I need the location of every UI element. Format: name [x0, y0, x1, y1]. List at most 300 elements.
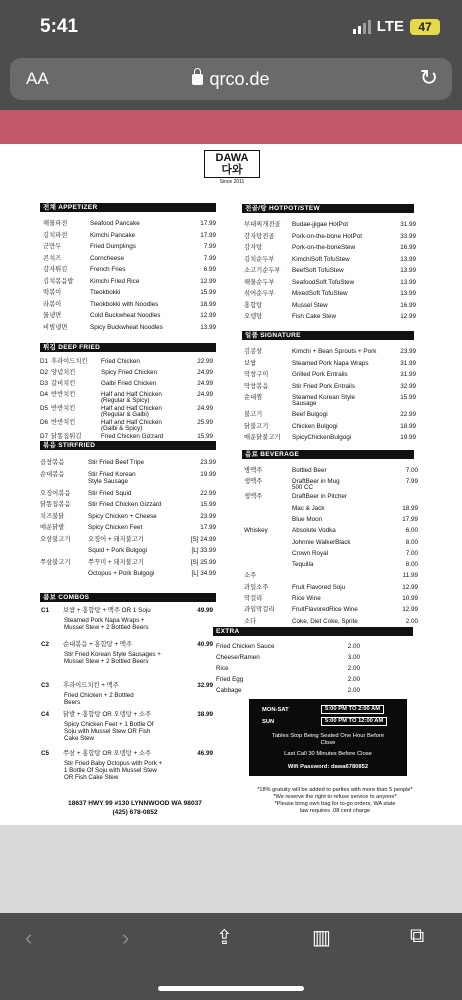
hotpot-item-label-ko: 홍합탕	[244, 301, 263, 309]
deep-fried-en: Half and Half Chicken	[101, 391, 162, 398]
footnote-bag-law: law requires .08 cent charge	[299, 808, 371, 814]
beverage-item-label-en: Johnnie WalkerBlack	[292, 538, 351, 546]
beverage-item-label-ko: 소다	[244, 617, 257, 625]
stirfried-item-label-en: Stir Fried Korean	[88, 470, 136, 478]
hotpot-item-label-en: Fish Cake Stew	[292, 313, 337, 320]
beverage-item	[244, 549, 418, 558]
stirfried-item-label-ko	[40, 546, 88, 555]
combo-item	[41, 749, 213, 758]
beverage-item-label-en: Fruit Flavored Soju	[292, 583, 346, 591]
address-street: 18637 HWY 99 #130 LYNNWOOD WA 98037	[68, 800, 202, 807]
stirfried-item	[40, 500, 216, 509]
appetizer-item-price: 12.99	[200, 312, 216, 319]
beverage-item-label-en: Blue Moon	[292, 515, 323, 523]
appetizer-item-price: 7.99	[203, 243, 216, 250]
signature-item-label-en: Steamed Korean Style	[292, 394, 356, 401]
logo-since: Since 2011	[219, 179, 245, 186]
appetizer-item-label-en: Spicy Buckwheat Noodles	[90, 323, 163, 331]
section-combos: 콤보 COMBOS	[40, 593, 216, 602]
appetizer-item	[43, 219, 216, 228]
beverage-item-label-ko: 병맥주	[244, 467, 263, 474]
combo-head: 보쌈 + 홍합탕 + 맥주 OR 1 Soju	[63, 607, 151, 614]
stirfried-item-price: 23.99	[200, 512, 216, 520]
combo-desc: Steamed Pork Napa Wraps +	[64, 617, 145, 624]
hours-box	[249, 699, 407, 776]
appetizer-item	[43, 300, 216, 309]
menu-page	[0, 144, 462, 825]
beverage-item	[244, 538, 418, 547]
hotpot-item-label-ko: 김치순두부	[244, 255, 275, 263]
stirfried-item-price: [S] 24.99	[190, 535, 216, 543]
footnote-refuse: *We reserve the right to refuse service to anyone*	[273, 794, 397, 800]
hotpot-item-price: 13.99	[400, 255, 416, 263]
signature-item-price: 32.99	[400, 382, 416, 390]
deep-fried-en: Fried Chicken	[101, 358, 140, 365]
beverage-item	[244, 560, 418, 569]
stirfried-item-label-en: Stir Fried Beef Tripe	[88, 459, 144, 466]
forward-icon[interactable]: ›	[122, 925, 130, 950]
logo-korean: 다와	[221, 164, 243, 177]
beverage-item-label-ko	[244, 560, 292, 569]
deep-fried-en: Half and Half Chicken	[101, 405, 162, 412]
status-time: 5:41	[40, 16, 79, 37]
signature-item-label-en: Steamed Pork Napa Wraps	[292, 359, 369, 367]
appetizer-item-price: 7.99	[203, 254, 216, 262]
logo	[204, 150, 260, 185]
extra-item-price: 3.00	[347, 654, 360, 661]
appetizer-item-label-ko: 콘치즈	[43, 254, 62, 262]
combo-head: 후라이드치킨 + 맥주	[63, 682, 119, 689]
beverage-item-label-en: DraftBeer in Mug	[292, 478, 340, 486]
stirfried-item-label-en: Stir Fried Chicken Gizzard	[88, 501, 162, 508]
signature-item	[244, 433, 416, 442]
share-icon[interactable]: ⇪	[216, 927, 233, 949]
hotpot-item-price: 31.99	[400, 221, 416, 228]
hotpot-item-price: 13.99	[400, 267, 416, 274]
beverage-item	[244, 526, 418, 535]
hotpot-item-price: 16.99	[400, 244, 416, 251]
hours-mon-sat-time: 5:00 PM TO 2:00 AM	[321, 705, 384, 714]
beverage-item-label-ko	[244, 549, 292, 558]
address	[40, 800, 230, 817]
signature-item-label-ko: 보쌈	[244, 359, 257, 367]
appetizer-item-price: 13.99	[200, 323, 216, 331]
beverage-sub: 500 CC	[292, 484, 313, 492]
deep-fried-ko: 닭똥집튀김	[51, 433, 82, 440]
stirfried-item-label-ko: 오징어볶음	[40, 489, 71, 497]
stirfried-item	[40, 569, 216, 578]
combo-desc: Mussel Stew + 2 Bottled Beers	[64, 658, 149, 665]
beverage-item-label-ko: Whiskey	[244, 527, 268, 535]
section-extra: EXTRA	[213, 627, 413, 636]
combo-head: 쭈삼 + 홍합탕 OR 오뎅탕 + 소주	[63, 750, 152, 757]
beverage-item-label-en: FruitFlavoredRice Wine	[292, 606, 358, 614]
beverage-item-label-en: Absolute Vodka	[292, 527, 336, 535]
extra-item-price: 2.00	[347, 687, 360, 694]
appetizer-item	[43, 231, 216, 240]
tabs-icon[interactable]: ⧉	[410, 925, 425, 947]
appetizer-item-label-ko: 떡볶이	[43, 289, 62, 296]
logo-text: DAWA	[215, 152, 249, 164]
signature-item-price: 15.99	[400, 394, 416, 401]
hotpot-item-label-en: MixedSoft TofuStew	[292, 290, 348, 297]
hotpot-item-price: 33.99	[400, 232, 416, 240]
combo-desc: Mussel Stew + 2 Bottled Beers	[64, 624, 149, 631]
deep-fried-price: 22.99	[197, 358, 213, 365]
section-deep-fried: 튀김 DEEP FRIED	[40, 343, 216, 352]
extra-item-price: 2.00	[347, 665, 360, 672]
combo-desc: OR Fish Cake Stew	[64, 774, 119, 781]
deep-fried-item	[40, 379, 213, 388]
stirfried-item-label-ko: 쭈삼불고기	[40, 558, 71, 566]
signature-item	[244, 347, 416, 356]
stirfried-item-label-ko: 닭똥집볶음	[40, 501, 71, 508]
appetizer-item-label-en: Kimchi Pancake	[90, 231, 136, 239]
hotpot-item-price: 13.99	[400, 278, 416, 286]
back-icon[interactable]: ‹	[25, 925, 33, 950]
signature-item-label-en: SpicyChickenBulgogi	[292, 434, 352, 441]
beverage-item-price: 10.99	[402, 595, 418, 602]
beverage-item-price: 2.00	[405, 617, 418, 625]
deep-fried-sub: (Galbi & Spicy)	[101, 425, 143, 432]
combo-desc: Stir Fried Baby Octopus with Pork +	[64, 760, 163, 767]
stirfried-item-label-en: Squid + Pork Bulgogi	[88, 547, 147, 554]
wifi-password: Wifi Password: dawa6780852	[287, 764, 369, 770]
extra-item-label-en: Rice	[216, 665, 229, 672]
hotpot-item	[244, 266, 416, 275]
section-beverage: 음료 BEVERAGE	[242, 450, 414, 459]
combo-desc: Fried Chicken + 2 Bottled	[64, 692, 134, 699]
beverage-item	[244, 477, 418, 486]
url-text[interactable]: qrco.de	[209, 69, 270, 89]
stirfried-item-price: [S] 25.99	[190, 558, 216, 566]
signature-item	[244, 382, 416, 391]
address-phone: (425) 678-0852	[112, 808, 158, 816]
hotpot-item-label-en: BeefSoft TofuStew	[292, 267, 344, 274]
deep-fried-en: Half and Half Chicken	[101, 419, 162, 426]
stirfried-item	[40, 546, 216, 555]
stirfried-item-label-ko: 순대볶음	[40, 470, 65, 478]
signature-item	[244, 410, 416, 419]
beverage-item-price: 18.99	[402, 504, 418, 512]
extra-item-label-en: Fried Egg	[216, 676, 244, 683]
reload-icon[interactable]: ↻	[419, 65, 438, 90]
beverage-item-label-ko: 소주	[244, 572, 257, 580]
network-label: LTE	[376, 18, 404, 35]
signature-item-label-ko: 막창구이	[244, 371, 269, 378]
extra-item-label-en: Cabbage	[216, 687, 242, 694]
combo-item	[41, 606, 213, 615]
combo-desc: Cake Stew	[64, 735, 94, 742]
lock-icon	[192, 74, 203, 85]
stirfried-item-label-ko: 매운닭발	[40, 524, 65, 531]
combo-code: C3	[41, 682, 50, 689]
signature-item-label-ko: 김콩삼	[244, 348, 263, 355]
signature-item-price: 31.99	[400, 371, 416, 378]
appetizer-item-price: 12.99	[200, 277, 216, 285]
beverage-item-label-en: Coke, Diet Coke, Sprite	[292, 617, 358, 625]
signature-item-price: 23.99	[400, 348, 416, 355]
beverage-item-price	[398, 492, 418, 501]
footnote-bag: *Please bring own bag for to-go orders, WA state	[274, 801, 396, 807]
beverage-item	[244, 594, 418, 603]
deep-fried-price: 24.99	[197, 405, 213, 412]
stirfried-item-price: 22.99	[200, 489, 216, 497]
signature-item-label-ko: 불고기	[244, 411, 263, 418]
extra-item	[216, 664, 360, 673]
appetizer-item-price: 18.99	[200, 300, 216, 308]
appetizer-item	[43, 277, 216, 286]
appetizer-item-label-ko: 물냉면	[43, 312, 62, 319]
combo-desc: 1 Bottle Of Soju with Mussel Stew	[64, 767, 157, 774]
deep-fried-code: D5	[40, 405, 49, 412]
beverage-item-label-ko	[244, 538, 292, 547]
combo-item	[41, 681, 213, 690]
appetizer-item-price: 17.99	[200, 220, 216, 227]
extra-item-price: 2.00	[347, 643, 360, 650]
stirfried-item-price: [L] 34.99	[191, 570, 216, 577]
text-size-button[interactable]: AA	[26, 69, 49, 88]
beverage-item-label-ko: 과일소주	[244, 583, 269, 591]
stirfried-item-price: 19.99	[200, 470, 216, 478]
hotpot-item-label-ko: 감자탕전골	[244, 232, 275, 240]
bookmarks-icon[interactable]: ▥	[312, 927, 331, 949]
hotpot-item-label-en: KimchiSoft TofuStew	[292, 255, 350, 263]
deep-fried-price: 25.99	[197, 419, 213, 426]
combo-price: 46.99	[197, 750, 213, 757]
beverage-item-label-ko	[244, 504, 292, 513]
hotpot-item	[244, 220, 416, 229]
beverage-item-label-en: Bottled Beer	[292, 467, 327, 474]
appetizer-item	[43, 311, 216, 320]
deep-fried-code: D6	[40, 419, 49, 426]
beverage-item-price: 7.00	[405, 549, 418, 557]
appetizer-item-label-en: Kimchi Fried Rice	[90, 277, 140, 285]
signature-item-price: 31.99	[400, 359, 416, 367]
deep-fried-code: D3	[40, 380, 49, 387]
extra-item-label-en: Cheese/Ramen	[216, 654, 260, 661]
footnote-gratuity: *18% gratuity will be added to parties with more than 5 people*	[257, 787, 413, 793]
beverage-item-label-en: Crown Royal	[292, 549, 329, 557]
deep-fried-code: D7	[40, 433, 49, 440]
stirfried-item	[40, 458, 216, 467]
address-bar[interactable]	[10, 58, 452, 100]
deep-fried-sub: (Regular & Spicy)	[101, 397, 150, 404]
stirfried-item-label-ko: 곱창볶음	[40, 459, 65, 466]
beverage-item-price: 8.00	[405, 538, 418, 546]
hotpot-item-label-ko: 감자탕	[244, 244, 263, 251]
appetizer-item	[43, 323, 216, 332]
appetizer-item-label-ko: 김치볶음밥	[43, 277, 74, 285]
section-appetizer: 전채 APPETIZER	[40, 203, 216, 212]
combo-code: C4	[41, 711, 50, 718]
appetizer-item-label-ko: 김치파전	[43, 231, 68, 239]
deep-fried-code: D1	[40, 358, 49, 365]
appetizer-item-price: 15.99	[200, 289, 216, 296]
signature-item-label-ko: 닭불고기	[244, 422, 269, 430]
combo-price: 40.99	[197, 641, 213, 648]
hotpot-item-price: 16.99	[400, 301, 416, 309]
hours-note-seating: Tables Stop Being Seated One Hour Before Close	[271, 733, 385, 746]
signature-item-label-ko: 매운닭불고기	[244, 434, 281, 441]
hotpot-item	[244, 312, 416, 321]
signature-item	[244, 393, 416, 402]
deep-fried-ko: 후라이드치킨	[51, 358, 88, 365]
deep-fried-ko: 갈비치킨	[51, 380, 76, 387]
deep-fried-price: 24.99	[197, 391, 213, 398]
section-hotpot: 전골/탕 HOTPOT/STEW	[242, 204, 414, 213]
deep-fried-ko: 반반치킨	[51, 391, 76, 398]
beverage-item	[244, 583, 418, 592]
deep-fried-en: Spicy Fried Chicken	[101, 369, 157, 376]
combo-desc: Stir Fried Korean Style Sausages +	[64, 651, 161, 658]
hotpot-item-price: 12.99	[400, 313, 416, 320]
beverage-item-label-ko: 막걸리	[244, 595, 263, 602]
browser-header	[0, 50, 462, 110]
deep-fried-ko: 양념치킨	[51, 369, 76, 376]
extra-item	[216, 642, 360, 651]
deep-fried-ko: 반반치킨	[51, 405, 76, 412]
section-stirfried: 볶음 STIRFRIED	[40, 441, 216, 450]
beverage-item-label-en	[292, 571, 398, 580]
signature-item-price: 22.99	[400, 411, 416, 418]
beverage-item-label-en: DraftBeer in Pitcher	[292, 493, 347, 501]
hotpot-item-label-en: Mussel Stew	[292, 301, 328, 309]
hotpot-item	[244, 301, 416, 310]
appetizer-item	[43, 242, 216, 251]
hotpot-item-label-en: Pork-on-the-boneStew	[292, 244, 356, 251]
deep-fried-ko: 반반치킨	[51, 419, 76, 426]
signature-item-label-en: Kimchi + Bean Sprouts + Pork	[292, 348, 377, 355]
hotpot-item-label-ko: 소고기순두부	[244, 267, 281, 274]
deep-fried-sub: (Regular & Galbi)	[101, 411, 149, 418]
combo-head: 순대볶음 + 홍합탕 + 맥주	[63, 641, 133, 648]
hotpot-item	[244, 289, 416, 298]
stirfried-item	[40, 523, 216, 532]
appetizer-item-price: 17.99	[200, 231, 216, 239]
deep-fried-price: 15.99	[197, 433, 213, 440]
appetizer-item-label-ko: 라볶이	[43, 300, 62, 308]
hotpot-item-label-en: SeafoodSoft TofuStew	[292, 278, 355, 286]
beverage-item-label-en: Rice Wine	[292, 595, 321, 602]
stirfried-item-label-en: Spicy Chicken + Cheese	[88, 512, 157, 520]
beverage-item-label-ko: 생맥주	[244, 493, 263, 501]
stirfried-item-label-en: 오징어 + 돼지불고기	[88, 535, 144, 543]
signature-item-label-en: Beef Bulgogi	[292, 411, 328, 418]
appetizer-item-price: 6.99	[203, 266, 216, 273]
hours-note-last-call: Last Call 30 Minutes Before Close	[284, 751, 372, 757]
stirfried-item	[40, 512, 216, 521]
signature-item-label-en: Stir Fried Pork Entrails	[292, 382, 355, 390]
deep-fried-item	[40, 368, 213, 377]
deep-fried-en: Galbi Fried Chicken	[101, 380, 157, 387]
signature-sub: Sausage	[292, 400, 317, 407]
beverage-item	[244, 492, 418, 501]
signature-item	[244, 422, 416, 431]
stirfried-item-price: [L] 33.99	[191, 547, 216, 554]
combo-desc: Beers	[64, 699, 81, 706]
page-banner	[0, 110, 462, 144]
appetizer-item	[43, 254, 216, 263]
beverage-item-price: 6.00	[405, 527, 418, 535]
hours-sun-time: 5:00 PM TO 12:00 AM	[321, 717, 387, 726]
beverage-item	[244, 605, 418, 614]
appetizer-item-label-ko: 군만두	[43, 243, 62, 250]
stirfried-item	[40, 489, 216, 498]
stirfried-item-price: 17.99	[200, 524, 216, 531]
stirfried-item	[40, 535, 216, 544]
hotpot-item-price: 13.99	[400, 290, 416, 297]
combo-code: C5	[41, 750, 50, 757]
appetizer-item-label-en: Seafood Pancake	[90, 220, 140, 227]
appetizer-item-label-en: Cold Buckwheat Noodles	[90, 312, 161, 319]
combo-desc: Spicy Chicken Feet + 1 Bottle Of	[64, 721, 154, 728]
hotpot-item-label-ko: 해물순두부	[244, 278, 275, 286]
signature-item	[244, 359, 416, 368]
appetizer-item-label-en: French Fries	[90, 266, 126, 273]
status-bar	[0, 0, 462, 50]
hotpot-item	[244, 232, 416, 241]
hotpot-item-label-en: Pork-on-the-bone HotPot	[292, 232, 363, 240]
appetizer-item-label-en: Fried Dumplings	[90, 243, 136, 250]
stirfried-item	[40, 470, 216, 479]
beverage-item-price: 11.99	[402, 572, 418, 580]
combo-code: C1	[41, 607, 50, 614]
stirfried-item-label-ko: 오삼불고기	[40, 535, 71, 543]
deep-fried-price: 24.99	[197, 369, 213, 376]
beverage-item-price: 17.99	[402, 515, 418, 523]
hotpot-item-label-ko: 오뎅탕	[244, 313, 263, 320]
beverage-item-label-ko	[244, 515, 292, 524]
beverage-item	[244, 515, 418, 524]
beverage-item-price: 7.00	[405, 467, 418, 474]
beverage-item-price: 8.00	[405, 561, 418, 569]
deep-fried-code: D4	[40, 391, 49, 398]
extra-item	[216, 675, 360, 684]
deep-fried-en: Fried Chicken Gizzard	[101, 433, 164, 440]
appetizer-item-label-en: Corncheese	[90, 254, 124, 262]
signature-item-price: 19.99	[400, 434, 416, 441]
signature-item-label-en: Chicken Bulgogi	[292, 422, 338, 430]
hotpot-item	[244, 255, 416, 264]
hotpot-item	[244, 278, 416, 287]
deep-fried-code: D2	[40, 369, 49, 376]
combo-price: 49.99	[197, 607, 213, 614]
extra-item-label-en: Fried Chicken Sauce	[216, 643, 275, 650]
extra-item	[216, 686, 360, 695]
appetizer-item	[43, 265, 216, 274]
beverage-item-price: 7.99	[405, 478, 418, 486]
stirfried-sub: Style Sausage	[88, 477, 128, 485]
combo-price: 38.99	[197, 711, 213, 718]
stirfried-item-label-ko	[40, 569, 88, 578]
browser-toolbar	[0, 913, 462, 1000]
appetizer-item-label-en: Tteokbokki	[90, 289, 121, 296]
beverage-item-price: 12.99	[402, 583, 418, 591]
home-indicator	[158, 986, 304, 991]
deep-fried-price: 24.99	[197, 380, 213, 387]
hotpot-item	[244, 243, 416, 252]
stirfried-item-label-en: Octopus + Pork Bulgogi	[88, 570, 155, 577]
deep-fried-item	[40, 357, 213, 366]
combo-head: 닭발 + 홍합탕 OR 오뎅탕 + 소주	[63, 711, 152, 718]
beverage-item-price: 12.99	[402, 606, 418, 614]
beverage-item	[244, 571, 418, 580]
signature-item-label-ko: 막창볶음	[244, 382, 269, 390]
beverage-item	[244, 617, 418, 626]
stirfried-item-label-en: 쭈꾸미 + 돼지불고기	[88, 558, 144, 566]
signature-item-label-ko: 순대찜	[244, 394, 263, 401]
